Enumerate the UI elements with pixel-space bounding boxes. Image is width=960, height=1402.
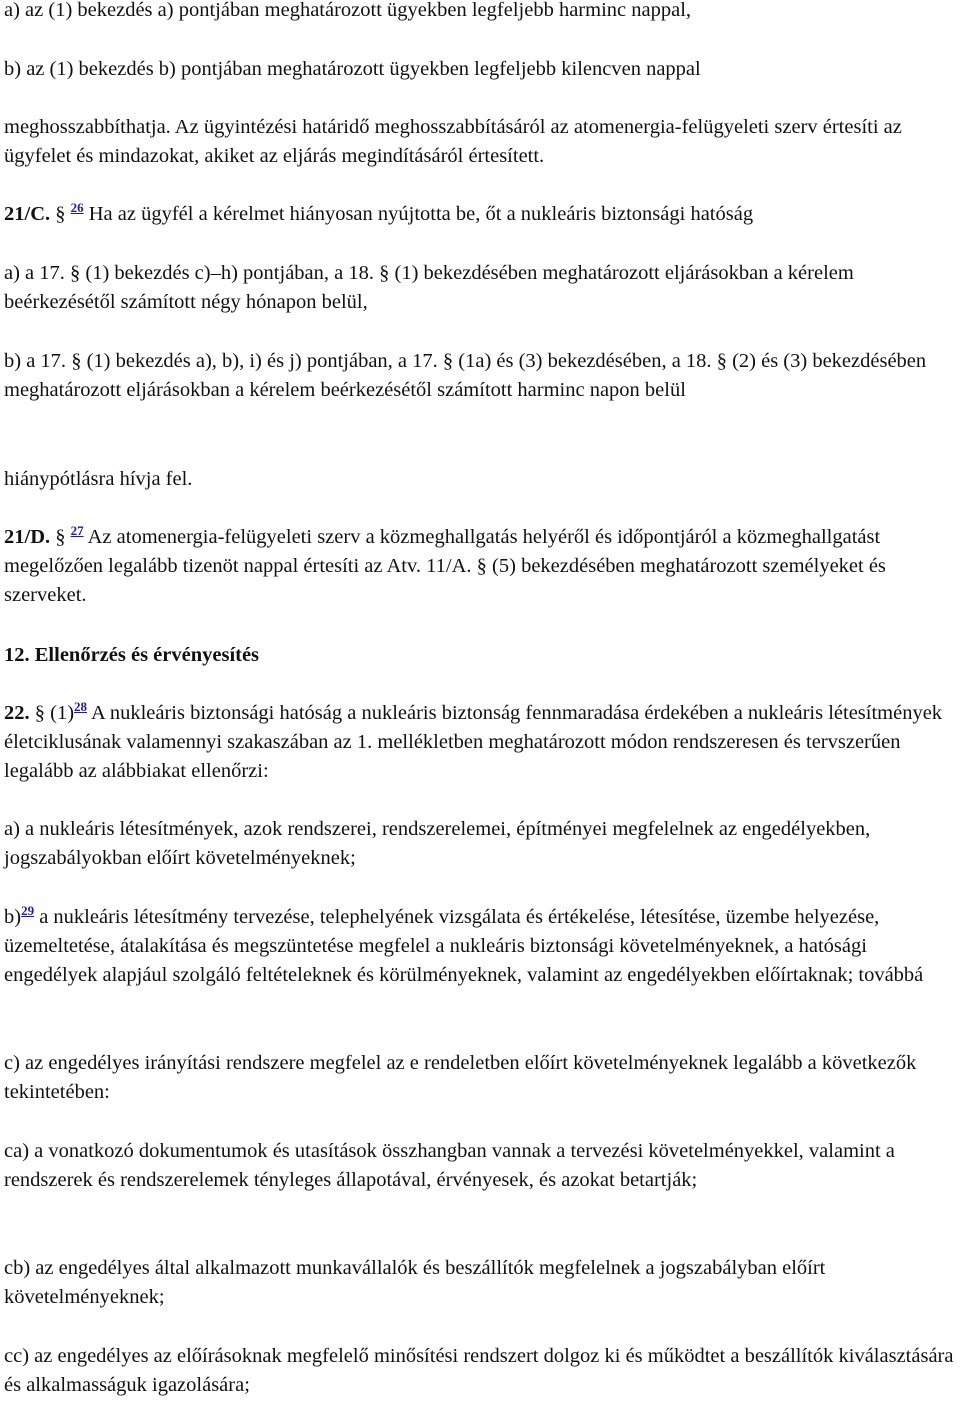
section-symbol: § [34,702,45,724]
section-number: 21/C. [4,203,51,225]
paragraph-text: Az atomenergia-felügyeleti szerv a közmeghallgatás helyéről és időpontjáról a közmeghallgatást megelőzően legalább tizenöt nappal értesíti az Atv. 11/A. [4,526,881,577]
chapter-heading [4,641,958,670]
section-number: 22. [4,702,30,724]
paragraph-text: (1) bekezdésében meghatározott eljárásokban a kérelem beérkezésétől számított négy hónapon belül, [4,262,854,313]
paragraph-text: (1) bekezdés a), b), i) és j) pontjában, a 17. [86,350,438,372]
footnote-link-27[interactable]: 27 [70,523,84,538]
paragraph-text: (1) [50,702,75,724]
paragraph-22-a [4,815,958,873]
paragraph-meghosszabbithatja [4,113,958,171]
paragraph-text: a nukleáris létesítmény tervezése, telephelyének vizsgálata és értékelése, létesítése, üzembe helyezése, üzemeltetése, átalakítása és megszüntetése megfelel a nukleáris biztonsági követelményeknek, a hatósági engedélyek alapjául szolgáló feltételeknek és körülményeknek, valamint az engedélyekben előírtaknak; továbbá [4,906,924,986]
paragraph-22-cb [4,1254,958,1312]
heading-text: 12. Ellenőrzés és érvényesítés [4,644,260,666]
paragraph-text: (1) bekezdés c)–h) pontjában, a 18. [85,262,374,284]
section-number: 21/D. [4,526,51,548]
paragraph-b [4,55,958,84]
paragraph-22-ca [4,1137,958,1195]
footnote-link-29[interactable]: 29 [21,903,35,918]
section-symbol: § [71,350,82,372]
paragraph-22-c [4,1049,958,1107]
paragraph-text: ca) a vonatkozó dokumentumok és utasítások összhangban vannak a tervezési követelményekkel, valamint a rendszerek és rendszerelemek tényleges állapotával, érvényesek, és azokat betartják; [4,1140,895,1191]
paragraph-text: b) az (1) bekezdés b) pontjában meghatározott ügyekben legfeljebb kilencven nappal [4,58,701,80]
paragraph-text: a) a nukleáris létesítmények, azok rendszerei, rendszerelemei, építményei megfelelnek az engedélyekben, jogszabályokban előírt követelményeknek; [4,818,871,869]
paragraph-21d [4,523,958,610]
paragraph-text: b) [4,906,22,928]
paragraph-21c [4,200,958,229]
paragraph-text: Ha az ügyfél a kérelmet hiányosan nyújtotta be, őt a nukleáris biztonsági hatóság [88,203,754,225]
paragraph-22 [4,699,958,786]
section-symbol: § [476,555,487,577]
paragraph-22-b [4,903,958,990]
paragraph-a [4,0,958,25]
paragraph-text: meghosszabbíthatja. Az ügyintézési határidő meghosszabbításáról az atomenergia-felügyeleti szerv értesíti az ügyfelet és mindazokat, akiket az eljárás megindításáról értesített. [4,116,902,167]
section-symbol: § [716,350,727,372]
paragraph-21c-b [4,347,958,405]
paragraph-text: a) a 17. [4,262,65,284]
section-symbol: § [55,526,66,548]
paragraph-text: A nukleáris biztonsági hatóság a nukleáris biztonság fennmaradása érdekében a nukleáris létesítmények életciklusának valamennyi szakaszában az 1. mellékletben meghatározott módon rendszeresen és tervszerűen legalább az alábbiakat ellenőrzi: [4,702,943,782]
paragraph-21c-a [4,259,958,317]
section-symbol: § [70,262,81,284]
paragraph-text: c) az engedélyes irányítási rendszere megfelel az e rendeletben előírt követelményeknek legalább a következők tekintetében: [4,1052,917,1103]
paragraph-text: cc) az engedélyes az előírásoknak megfelelő minősítési rendszert dolgoz ki és működtet a beszállítók kiválasztására és alkalmasságuk igazolására; [4,1345,954,1396]
paragraph-text: b) a 17. [4,350,67,372]
section-symbol: § [442,350,454,372]
paragraph-text: (5) bekezdésében meghatározott személyeket és szerveket. [4,555,886,606]
footnote-link-26[interactable]: 26 [70,200,84,215]
paragraph-text: (2) és (3) bekezdésében meghatározott eljárásokban a kérelem beérkezésétől számított harminc napon belül [4,350,927,401]
paragraph-text: cb) az engedélyes által alkalmazott munkavállalók és beszállítók megfelelnek a jogszabályban előírt követelményeknek; [4,1257,826,1308]
paragraph-hianypotlas [4,465,958,494]
footnote-link-28[interactable]: 28 [74,699,88,714]
section-symbol: § [55,203,66,225]
paragraph-text: a) az (1) bekezdés a) pontjában meghatározott ügyekben legfeljebb harminc nappal, [4,0,692,21]
paragraph-22-cc [4,1342,958,1400]
section-symbol: § [379,262,390,284]
paragraph-text: hiánypótlásra hívja fel. [4,468,193,490]
paragraph-text: (1a) és (3) bekezdésében, a 18. [458,350,712,372]
